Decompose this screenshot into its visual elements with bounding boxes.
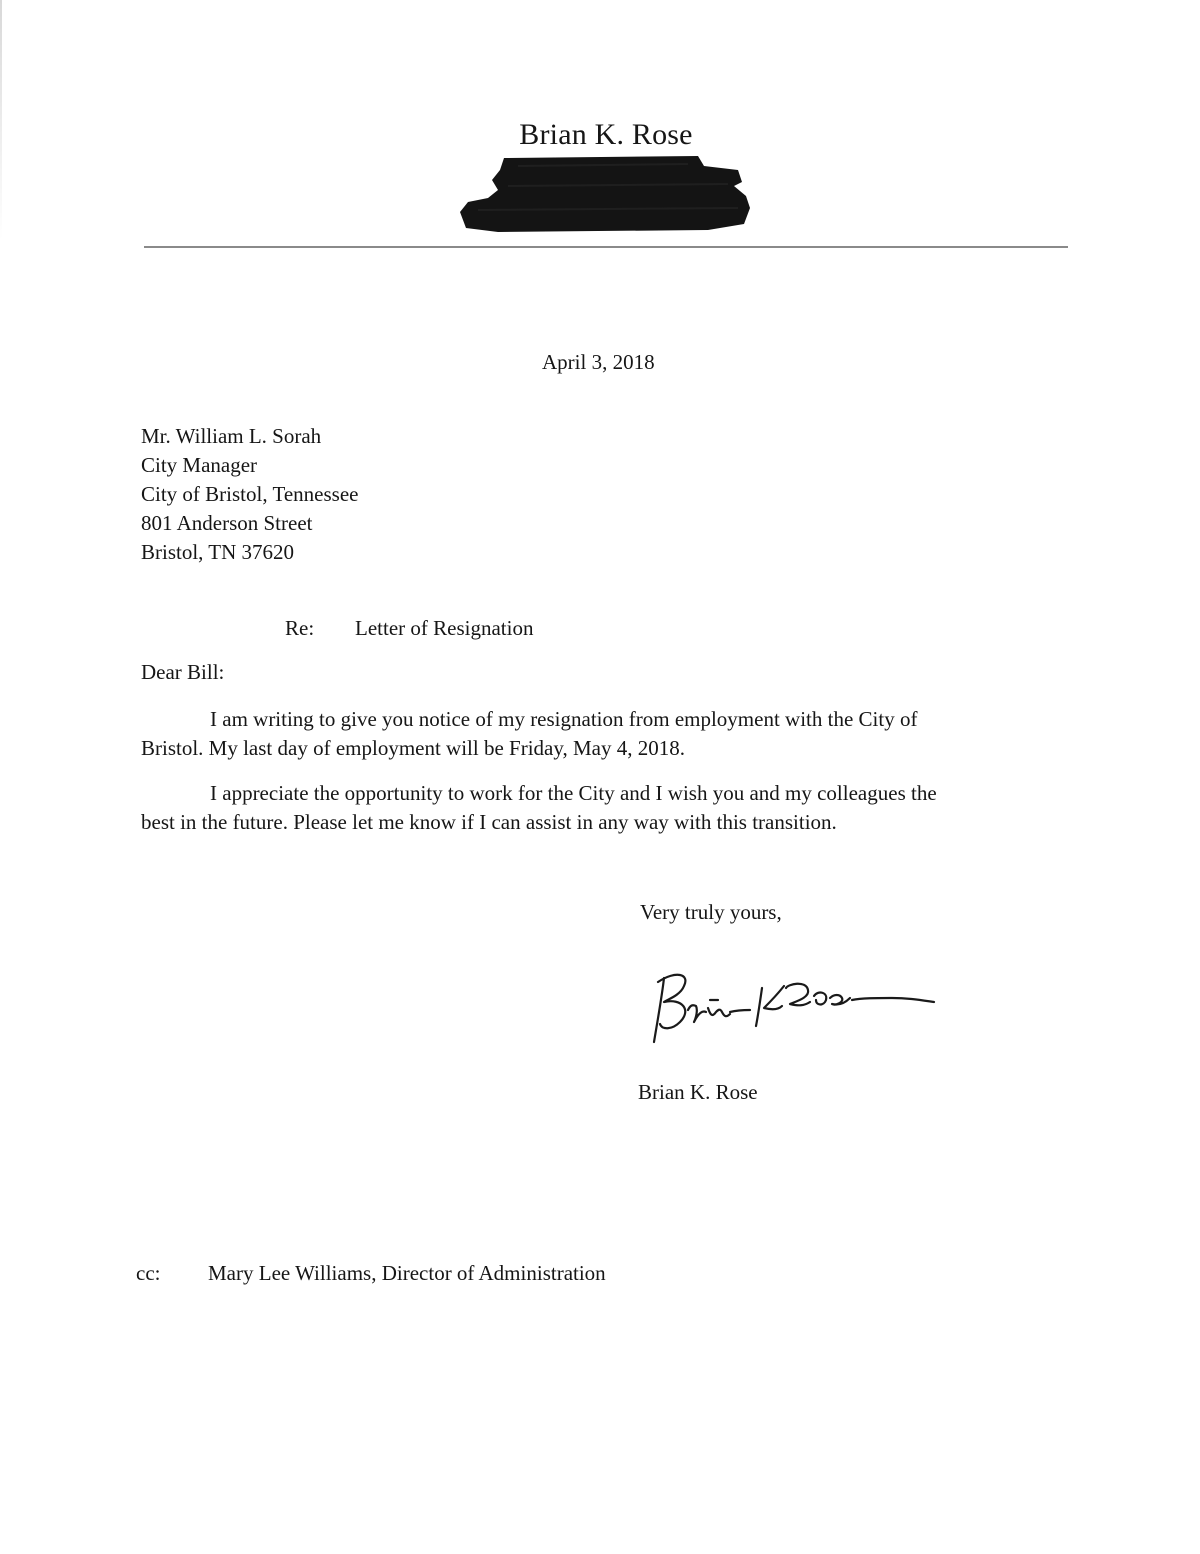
closing: Very truly yours,	[640, 900, 782, 924]
paragraph-line: Bristol. My last day of employment will be Friday, May 4, 2018.	[141, 736, 686, 760]
letterhead-rule	[144, 246, 1068, 248]
letterhead-name: Brian K. Rose	[519, 118, 693, 151]
recipient-line: 801 Anderson Street	[141, 511, 313, 535]
paragraph-line: best in the future. Please let me know if I can assist in any way with this transition.	[141, 810, 837, 834]
paragraph-line: I am writing to give you notice of my resignation from employment with the City of	[210, 707, 918, 731]
handwritten-signature	[646, 966, 942, 1048]
recipient-line: City Manager	[141, 453, 258, 477]
re-subject: Letter of Resignation	[355, 616, 534, 640]
recipient-address	[141, 422, 358, 567]
body-paragraph-1	[141, 705, 917, 763]
signer-name: Brian K. Rose	[638, 1080, 758, 1104]
cc-label: cc:	[136, 1261, 161, 1285]
cc-recipient: Mary Lee Williams, Director of Administration	[208, 1261, 606, 1285]
salutation: Dear Bill:	[141, 660, 225, 684]
paragraph-line: I appreciate the opportunity to work for the City and I wish you and my colleagues the	[210, 781, 937, 805]
redaction-mark	[458, 152, 750, 234]
re-label: Re:	[285, 616, 315, 640]
recipient-line: City of Bristol, Tennessee	[141, 482, 359, 506]
recipient-line: Bristol, TN 37620	[141, 540, 295, 564]
body-paragraph-2	[141, 779, 937, 837]
letter-date: April 3, 2018	[542, 350, 655, 374]
recipient-line: Mr. William L. Sorah	[141, 424, 322, 448]
